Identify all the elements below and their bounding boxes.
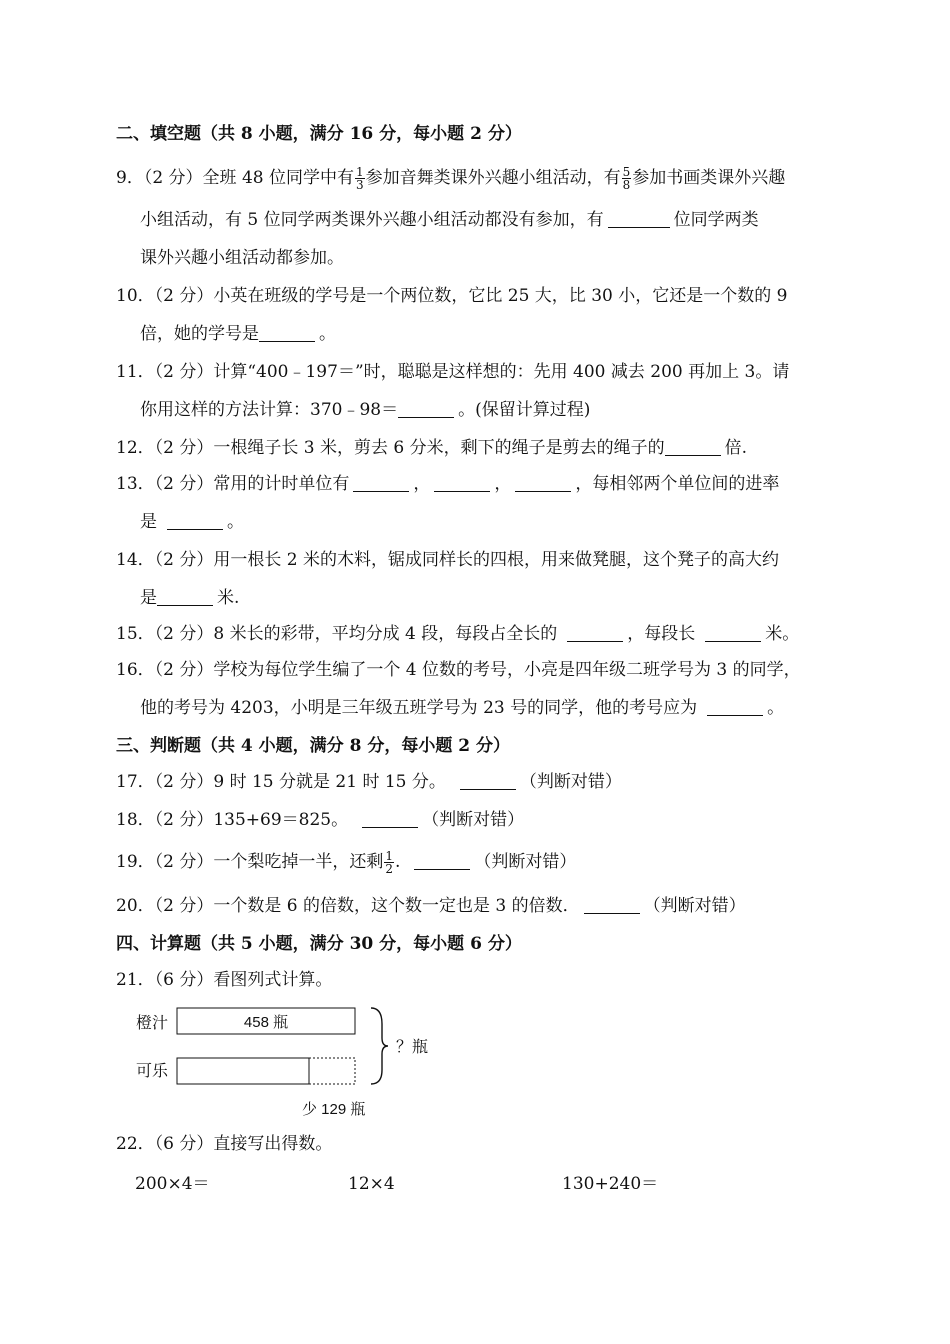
section-title-calculation: 四、计算题（共 5 小题，满分 30 分，每小题 6 分） (116, 934, 522, 954)
cola-difference-dashed (309, 1058, 355, 1084)
question-11-line-2: 你用这样的方法计算：370﹣98＝ 。(保留计算过程) (140, 400, 591, 420)
label-cola: 可乐 (136, 1063, 169, 1080)
answer-blank[interactable] (608, 209, 670, 228)
fraction-five-eighths: $\frac{5}{8}$ (622, 165, 631, 192)
question-21-title: 21．（6 分）看图列式计算。 (116, 970, 333, 990)
total-unknown-label: ？瓶 (396, 1039, 429, 1056)
difference-label: 少 129 瓶 (302, 1101, 366, 1118)
answer-blank[interactable] (705, 623, 761, 642)
question-12: 12．（2 分）一根绳子长 3 米，剪去 6 分米，剩下的绳子是剪去的绳子的 倍. (116, 438, 748, 458)
question-9-line-2: 小组活动，有 5 位同学两类课外兴趣小组活动都没有参加，有 位同学两类 (140, 210, 759, 230)
cola-bar (177, 1058, 309, 1084)
answer-blank[interactable] (460, 771, 516, 790)
question-19: 19．（2 分）一个梨吃掉一半，还剩 $\frac{1}{2}$ . （判断对错） (116, 849, 577, 876)
question-20: 20．（2 分）一个数是 6 的倍数，这个数一定也是 3 的倍数． （判断对错） (116, 896, 746, 916)
question-16-line-2: 他的考号为 4203，小明是三年级五班学号为 23 号的同学，他的考号应为 。 (140, 698, 785, 718)
answer-blank[interactable] (567, 623, 623, 642)
fraction-one-half: $\frac{1}{2}$ (385, 849, 393, 876)
question-10-line-1: 10．（2 分）小英在班级的学号是一个两位数，它比 25 大，比 30 小，它还是一个数的 9 (116, 286, 788, 306)
answer-blank[interactable] (167, 511, 223, 530)
question-15: 15．（2 分）8 米长的彩带，平均分成 4 段，每段占全长的 ，每段长 米。 (116, 624, 800, 644)
answer-blank[interactable] (665, 437, 721, 456)
section-title-true-false: 三、判断题（共 4 小题，满分 8 分，每小题 2 分） (116, 736, 510, 756)
fraction-one-third: $\frac{1}{3}$ (355, 165, 364, 192)
answer-blank[interactable] (434, 473, 490, 492)
answer-blank[interactable] (157, 587, 213, 606)
calc-expression-3: 130+240＝ (562, 1174, 659, 1194)
question-14-line-2: 是 米. (140, 588, 240, 608)
question-13-line-2: 是 。 (140, 512, 244, 532)
section-title-fill-in: 二、填空题（共 8 小题，满分 16 分，每小题 2 分） (116, 124, 522, 144)
answer-blank[interactable] (414, 851, 470, 870)
question-18: 18．（2 分）135+69＝825。 （判断对错） (116, 810, 525, 830)
right-brace (371, 1008, 388, 1084)
question-11-line-1: 11．（2 分）计算“400﹣197＝”时，聪聪是这样想的：先用 400 减去 200 再加上 3。请 (116, 362, 790, 382)
answer-blank[interactable] (353, 473, 409, 492)
answer-blank[interactable] (515, 473, 571, 492)
question-22-title: 22．（6 分）直接写出得数。 (116, 1134, 333, 1154)
question-9-line-3: 课外兴趣小组活动都参加。 (140, 248, 344, 268)
question-9-line-1: 9．（2 分）全班 48 位同学中有 $\frac{1}{3}$ 参加音舞类课外兴趣小组活动，有 $\frac{5}{8}$ 参加书画类课外兴趣 (116, 165, 786, 192)
answer-blank[interactable] (584, 895, 640, 914)
question-14-line-1: 14．（2 分）用一根长 2 米的木料，锯成同样长的四根，用来做凳腿，这个凳子的高大约 (116, 550, 779, 570)
label-orange-juice: 橙汁 (136, 1015, 169, 1032)
answer-blank[interactable] (362, 809, 418, 828)
question-16-line-1: 16．（2 分）学校为每位学生编了一个 4 位数的考号，小亮是四年级二班学号为 3 的同学， (116, 660, 801, 680)
question-13-line-1: 13．（2 分）常用的计时单位有 ， ， ，每相邻两个单位间的进率 (116, 474, 780, 494)
question-10-line-2: 倍，她的学号是 。 (140, 324, 336, 344)
question-17: 17．（2 分）9 时 15 分就是 21 时 15 分。 （判断对错） (116, 772, 622, 792)
answer-blank[interactable] (398, 399, 454, 418)
bar-diagram (130, 1000, 450, 1125)
bar-value-label: 458 瓶 (243, 1014, 289, 1031)
calc-expression-1: 200×4＝ (135, 1174, 210, 1194)
answer-blank[interactable] (707, 697, 763, 716)
answer-blank[interactable] (259, 323, 315, 342)
calc-expression-2: 12×4 (348, 1174, 395, 1194)
